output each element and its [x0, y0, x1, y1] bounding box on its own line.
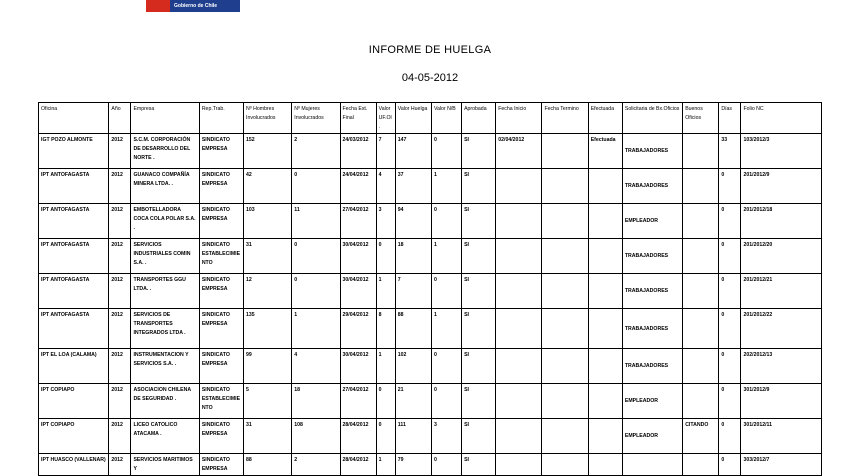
table-cell: [542, 349, 588, 384]
table-cell: SINDICATO EMPRESA: [199, 204, 243, 239]
table-cell: [588, 309, 622, 349]
table-cell: [683, 274, 719, 309]
table-cell: SINDICATO EMPRESA: [199, 134, 243, 169]
table-cell: [588, 274, 622, 309]
table-cell: 2012: [109, 384, 131, 419]
table-row: [39, 204, 822, 239]
table-cell: 28/04/2012: [340, 454, 376, 476]
table-row: [39, 239, 822, 274]
table-cell: ASOCIACION CHILENA DE SEGURIDAD .: [131, 384, 199, 419]
table-cell: EMPLEADOR: [622, 204, 682, 239]
table-cell: 111: [395, 419, 431, 454]
table-cell: 94: [395, 204, 431, 239]
table-row: [39, 134, 822, 169]
table-cell: [683, 204, 719, 239]
report-date: 04-05-2012: [401, 72, 459, 84]
table-cell: [542, 239, 588, 274]
table-cell: 0: [431, 274, 461, 309]
table-cell: 1: [376, 454, 395, 476]
table-cell: [588, 384, 622, 419]
table-cell: 27/04/2012: [340, 204, 376, 239]
table-cell: 30/04/2012: [340, 274, 376, 309]
table-row: [39, 309, 822, 349]
table-cell: [542, 384, 588, 419]
table-cell: 2012: [109, 419, 131, 454]
table-cell: SI: [462, 169, 496, 204]
table-cell: [683, 454, 719, 476]
table-cell: [542, 419, 588, 454]
table-cell: 201/2012/20: [741, 239, 822, 274]
column-header: Fecha Termino: [542, 103, 588, 134]
table-cell: 30/04/2012: [340, 349, 376, 384]
table-cell: [622, 454, 682, 476]
table-cell: [496, 274, 542, 309]
report-title: INFORME DE HUELGA: [368, 44, 492, 56]
table-cell: 0: [719, 204, 741, 239]
table-cell: 1: [292, 309, 340, 349]
table-cell: 108: [292, 419, 340, 454]
column-header: Nº Mujeres Involucrados: [292, 103, 340, 134]
table-cell: [496, 309, 542, 349]
table-cell: TRABAJADORES: [622, 134, 682, 169]
table-cell: SINDICATO EMPRESA: [199, 454, 243, 476]
table-cell: 2012: [109, 239, 131, 274]
table-cell: 88: [395, 309, 431, 349]
table-cell: 0: [431, 134, 461, 169]
government-logo: [146, 0, 240, 12]
table-cell: 4: [376, 169, 395, 204]
table-cell: 0: [292, 239, 340, 274]
table-cell: 0: [431, 454, 461, 476]
table-cell: SI: [462, 204, 496, 239]
table-cell: [496, 349, 542, 384]
table-cell: SERVICIOS MARITIMOS Y: [131, 454, 199, 476]
table-cell: 201/2012/21: [741, 274, 822, 309]
table-cell: TRABAJADORES: [622, 274, 682, 309]
table-cell: SI: [462, 239, 496, 274]
table-cell: SINDICATO EMPRESA: [199, 309, 243, 349]
table-cell: SINDICATO EMPRESA: [199, 169, 243, 204]
column-header: Valor UF.Ol.: [376, 103, 395, 134]
table-cell: 0: [719, 274, 741, 309]
table-cell: S.C.M. CORPORACIÓN DE DESARROLLO DEL NORTE .: [131, 134, 199, 169]
table-row: [39, 349, 822, 384]
table-cell: 102: [395, 349, 431, 384]
table-cell: 1: [431, 239, 461, 274]
table-cell: 103/2012/3: [741, 134, 822, 169]
table-cell: [683, 384, 719, 419]
table-cell: 3: [376, 204, 395, 239]
table-cell: CITANDO: [683, 419, 719, 454]
table-cell: 79: [395, 454, 431, 476]
table-cell: 31: [244, 419, 292, 454]
column-header: Nº Hombres Involucrados: [244, 103, 292, 134]
table-cell: LICEO CATOLICO ATACAMA .: [131, 419, 199, 454]
table-cell: SI: [462, 384, 496, 419]
table-cell: [542, 274, 588, 309]
strike-report-table: [38, 102, 822, 476]
table-cell: INSTRUMENTACION Y SERVICIOS S.A. .: [131, 349, 199, 384]
table-cell: IPT HUASCO (VALLENAR): [39, 454, 109, 476]
table-cell: SERVICIOS INDUSTRIALES COMIN S.A. .: [131, 239, 199, 274]
table-cell: 29/04/2012: [340, 309, 376, 349]
table-cell: 5: [244, 384, 292, 419]
table-cell: 0: [431, 349, 461, 384]
table-cell: 202/2012/13: [741, 349, 822, 384]
table-cell: 21: [395, 384, 431, 419]
table-cell: 0: [431, 204, 461, 239]
table-cell: TRABAJADORES: [622, 309, 682, 349]
table-cell: 1: [431, 169, 461, 204]
table-cell: 24/04/2012: [340, 169, 376, 204]
table-cell: 8: [376, 309, 395, 349]
table-cell: IPT ANTOFAGASTA: [39, 274, 109, 309]
column-header: Empresa: [131, 103, 199, 134]
table-cell: 30/04/2012: [340, 239, 376, 274]
column-header: Efectuada: [588, 103, 622, 134]
table-cell: SINDICATO ESTABLECIMIENTO: [199, 239, 243, 274]
column-header: Días: [719, 103, 741, 134]
table-cell: 303/2012/7: [741, 454, 822, 476]
table-cell: IPT COPIAPO: [39, 419, 109, 454]
table-cell: [496, 239, 542, 274]
table-cell: [496, 169, 542, 204]
table-cell: 2: [292, 134, 340, 169]
table-cell: [542, 204, 588, 239]
table-cell: 33: [719, 134, 741, 169]
table-cell: 31: [244, 239, 292, 274]
table-cell: 152: [244, 134, 292, 169]
table-cell: 301/2012/9: [741, 384, 822, 419]
table-cell: Efectuada: [588, 134, 622, 169]
table-cell: 147: [395, 134, 431, 169]
table-cell: [683, 349, 719, 384]
table-cell: 0: [376, 239, 395, 274]
table-cell: 99: [244, 349, 292, 384]
table-cell: [683, 169, 719, 204]
table-cell: 0: [719, 169, 741, 204]
table-cell: [588, 169, 622, 204]
table-cell: 1: [376, 349, 395, 384]
table-cell: 0: [431, 384, 461, 419]
table-cell: [542, 454, 588, 476]
table-cell: 2012: [109, 204, 131, 239]
table-cell: IPT ANTOFAGASTA: [39, 239, 109, 274]
table-cell: EMPLEADOR: [622, 419, 682, 454]
table-cell: [683, 239, 719, 274]
table-cell: [683, 134, 719, 169]
table-cell: [496, 384, 542, 419]
table-cell: 2: [292, 454, 340, 476]
table-cell: [588, 204, 622, 239]
table-cell: 3: [431, 419, 461, 454]
table-cell: SI: [462, 419, 496, 454]
table-cell: 2012: [109, 454, 131, 476]
table-cell: 0: [719, 309, 741, 349]
table-cell: IPT ANTOFAGASTA: [39, 309, 109, 349]
table-cell: SI: [462, 349, 496, 384]
table-cell: [496, 204, 542, 239]
table-cell: 301/2012/11: [741, 419, 822, 454]
column-header: Folio NC: [741, 103, 822, 134]
table-cell: 28/04/2012: [340, 419, 376, 454]
table-cell: TRABAJADORES: [622, 169, 682, 204]
table-cell: IPT COPIAPO: [39, 384, 109, 419]
table-cell: 2012: [109, 169, 131, 204]
table-cell: 2012: [109, 309, 131, 349]
table-cell: [542, 169, 588, 204]
table-cell: 42: [244, 169, 292, 204]
table-cell: [542, 134, 588, 169]
table-cell: [496, 454, 542, 476]
table-cell: 0: [719, 349, 741, 384]
table-row: [39, 274, 822, 309]
table-cell: 103: [244, 204, 292, 239]
table-cell: 37: [395, 169, 431, 204]
table-header-row: [39, 103, 822, 134]
table-cell: [496, 419, 542, 454]
table-cell: IPT ANTOFAGASTA: [39, 204, 109, 239]
table-cell: SINDICATO EMPRESA: [199, 349, 243, 384]
table-cell: 0: [376, 384, 395, 419]
table-cell: 201/2012/9: [741, 169, 822, 204]
column-header: Rep.Trab.: [199, 103, 243, 134]
table-cell: IGT POZO ALMONTE: [39, 134, 109, 169]
table-cell: EMPLEADOR: [622, 384, 682, 419]
table-cell: [588, 239, 622, 274]
table-cell: 02/04/2012: [496, 134, 542, 169]
table-cell: IPT ANTOFAGASTA: [39, 169, 109, 204]
table-cell: 0: [719, 454, 741, 476]
logo-text: Gobierno de Chile: [174, 3, 218, 9]
table-cell: 201/2012/18: [741, 204, 822, 239]
table-cell: [588, 349, 622, 384]
column-header: Fecha Ext. Final: [340, 103, 376, 134]
column-header: Solicitaria de Bx.Oficios: [622, 103, 682, 134]
table-cell: GUANACO COMPAÑÍA MINERA LTDA. .: [131, 169, 199, 204]
table-cell: 0: [719, 419, 741, 454]
table-cell: 0: [719, 239, 741, 274]
table-cell: [542, 309, 588, 349]
table-cell: 2012: [109, 349, 131, 384]
table-cell: TRABAJADORES: [622, 349, 682, 384]
table-cell: 1: [431, 309, 461, 349]
table-cell: 0: [719, 384, 741, 419]
column-header: Valor Huelga: [395, 103, 431, 134]
column-header: Año: [109, 103, 131, 134]
table-cell: EMBOTELLADORA COCA COLA POLAR S.A. .: [131, 204, 199, 239]
table-cell: 1: [376, 274, 395, 309]
column-header: Fecha Inicio: [496, 103, 542, 134]
table-cell: TRANSPORTES GGU LTDA. .: [131, 274, 199, 309]
table-body: [39, 134, 822, 476]
table-cell: [683, 309, 719, 349]
table-cell: 27/04/2012: [340, 384, 376, 419]
column-header: Oficina: [39, 103, 109, 134]
table-cell: SI: [462, 454, 496, 476]
table-cell: 24/03/2012: [340, 134, 376, 169]
table-row: [39, 419, 822, 454]
table-cell: 18: [292, 384, 340, 419]
table-cell: SINDICATO EMPRESA: [199, 419, 243, 454]
table-row: [39, 454, 822, 476]
table-row: [39, 384, 822, 419]
table-cell: 0: [292, 169, 340, 204]
table-cell: [588, 454, 622, 476]
table-cell: TRABAJADORES: [622, 239, 682, 274]
table-cell: SERVICIOS DE TRANSPORTES INTEGRADOS LTDA .: [131, 309, 199, 349]
table-cell: 88: [244, 454, 292, 476]
column-header: Buenos Oficios: [683, 103, 719, 134]
table-cell: 7: [376, 134, 395, 169]
table-cell: 4: [292, 349, 340, 384]
table-cell: IPT EL LOA (CALAMA): [39, 349, 109, 384]
table-cell: 7: [395, 274, 431, 309]
table-cell: 11: [292, 204, 340, 239]
flag-red-block: [146, 0, 170, 12]
table-cell: 0: [376, 419, 395, 454]
table-cell: SI: [462, 309, 496, 349]
table-cell: SI: [462, 274, 496, 309]
table-cell: SI: [462, 134, 496, 169]
table-row: [39, 169, 822, 204]
column-header: Valor N/B: [431, 103, 461, 134]
table-cell: 18: [395, 239, 431, 274]
table-cell: 12: [244, 274, 292, 309]
table-cell: SINDICATO ESTABLECIMIENTO: [199, 384, 243, 419]
table-cell: 2012: [109, 134, 131, 169]
table-cell: 135: [244, 309, 292, 349]
column-header: Aprobada: [462, 103, 496, 134]
table-cell: [588, 419, 622, 454]
table-cell: 0: [292, 274, 340, 309]
table-cell: 2012: [109, 274, 131, 309]
table-cell: 201/2012/22: [741, 309, 822, 349]
table-cell: SINDICATO EMPRESA: [199, 274, 243, 309]
